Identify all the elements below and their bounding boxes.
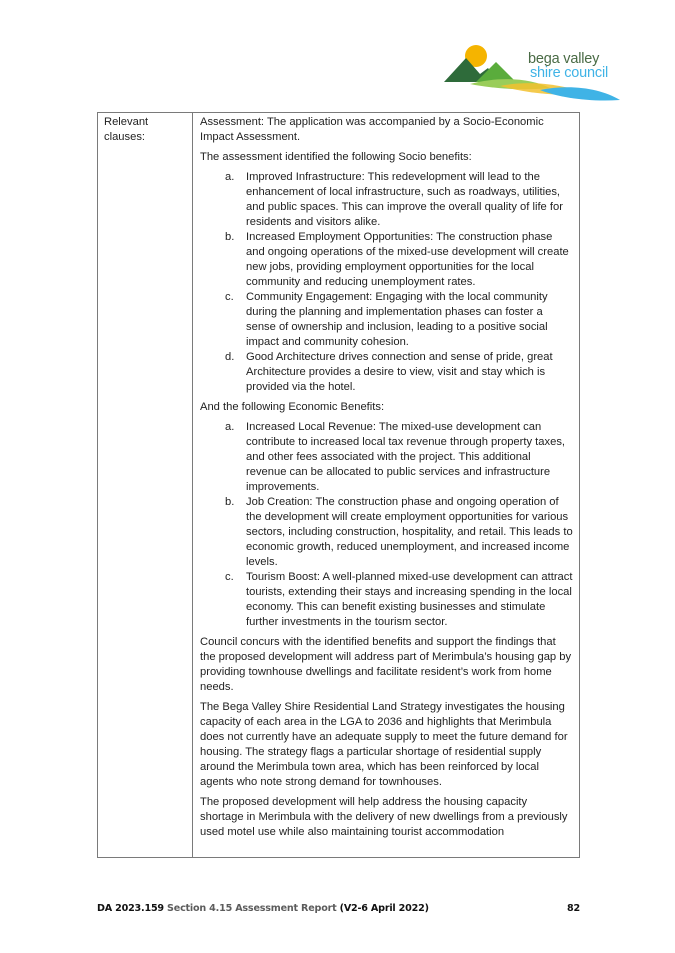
list-item-text: Community Engagement: Engaging with the local community during the planning and implementation phases can foster a sense of ownership and inclusion, leading to a positive social impact and community cohesion. bbox=[246, 291, 548, 348]
economic-benefits-list bbox=[200, 420, 573, 630]
table-content-cell bbox=[193, 113, 579, 857]
list-item bbox=[200, 230, 573, 290]
list-item-text: Increased Local Revenue: The mixed-use development can contribute to increased local tax revenue through property taxes, and other fees associated with the project. This additional revenue can be allocated to public services and infrastructure improvements. bbox=[246, 421, 566, 493]
assessment-intro: Assessment: The application was accompanied by a Socio-Economic Impact Assessment. bbox=[200, 116, 544, 143]
list-item bbox=[200, 350, 573, 395]
list-item bbox=[200, 570, 573, 630]
logo-line-2: shire council bbox=[530, 65, 608, 81]
da-number: DA 2023.159 bbox=[97, 903, 164, 914]
page-number: 82 bbox=[567, 903, 580, 914]
list-marker: b. bbox=[225, 496, 235, 508]
list-marker: c. bbox=[225, 571, 234, 583]
relevant-clauses-table bbox=[97, 112, 580, 858]
list-item bbox=[200, 420, 573, 495]
relevant-clauses-label: Relevant clauses: bbox=[104, 116, 149, 143]
list-marker: a. bbox=[225, 171, 235, 183]
council-concurs-paragraph: Council concurs with the identified benefits and support the findings that the proposed development will address part of Merimbula’s housing gap by providing townhouse dwellings and facilitate resident’s work from home needs. bbox=[200, 636, 572, 693]
list-marker: b. bbox=[225, 231, 235, 243]
list-item bbox=[200, 170, 573, 230]
list-item-text: Tourism Boost: A well-planned mixed-use development can attract tourists, extending their stays and increasing spending in the local economy. This can benefit existing businesses and stimulate further investments in the tourism sector. bbox=[246, 571, 573, 628]
logo-text bbox=[528, 52, 608, 80]
socio-benefits-list bbox=[200, 170, 573, 395]
list-marker: a. bbox=[225, 421, 235, 433]
socio-benefits-heading: The assessment identified the following Socio benefits: bbox=[200, 151, 472, 163]
page-footer bbox=[97, 903, 580, 914]
list-item-text: Increased Employment Opportunities: The construction phase and ongoing operations of the mixed-use development will create new jobs, providing employment opportunities for the local community and reducing unemployment rates. bbox=[246, 231, 569, 288]
list-item bbox=[200, 495, 573, 570]
list-marker: c. bbox=[225, 291, 234, 303]
economic-benefits-heading: And the following Economic Benefits: bbox=[200, 401, 385, 413]
table-label-cell bbox=[98, 113, 193, 857]
housing-shortage-paragraph: The proposed development will help address the housing capacity shortage in Merimbula with the delivery of new dwellings from a previously used motel use while also maintaining tourist accommodation bbox=[200, 796, 568, 838]
footer-report-title bbox=[97, 903, 429, 914]
list-item-text: Good Architecture drives connection and sense of pride, great Architecture provides a desire to view, visit and stay which is provided via the hotel. bbox=[246, 351, 553, 393]
logo-line-1: bega valley bbox=[528, 51, 600, 67]
report-version: (V2-6 April 2022) bbox=[339, 903, 429, 914]
list-item-text: Improved Infrastructure: This redevelopment will lead to the enhancement of local infrastructure, such as roadways, utilities, and public spaces. This can improve the overall quality of life for residents and visitors alike. bbox=[246, 171, 563, 228]
list-item bbox=[200, 290, 573, 350]
list-marker: d. bbox=[225, 351, 235, 363]
list-item-text: Job Creation: The construction phase and ongoing operation of the development will create employment opportunities for various sectors, including construction, hospitality, and retail. This leads to economic growth, reduced unemployment, and increased income levels. bbox=[246, 496, 573, 568]
land-strategy-paragraph: The Bega Valley Shire Residential Land Strategy investigates the housing capacity of each area in the LGA to 2036 and highlights that Merimbula does not currently have an adequate supply to meet the future demand for housing. The strategy flags a particular shortage of residential supply around the Merimbula town area, which has been reinforced by local agents who note strong demand for townhouses. bbox=[200, 701, 568, 788]
report-section: Section 4.15 Assessment Report bbox=[167, 903, 337, 914]
bega-valley-logo bbox=[440, 38, 640, 104]
